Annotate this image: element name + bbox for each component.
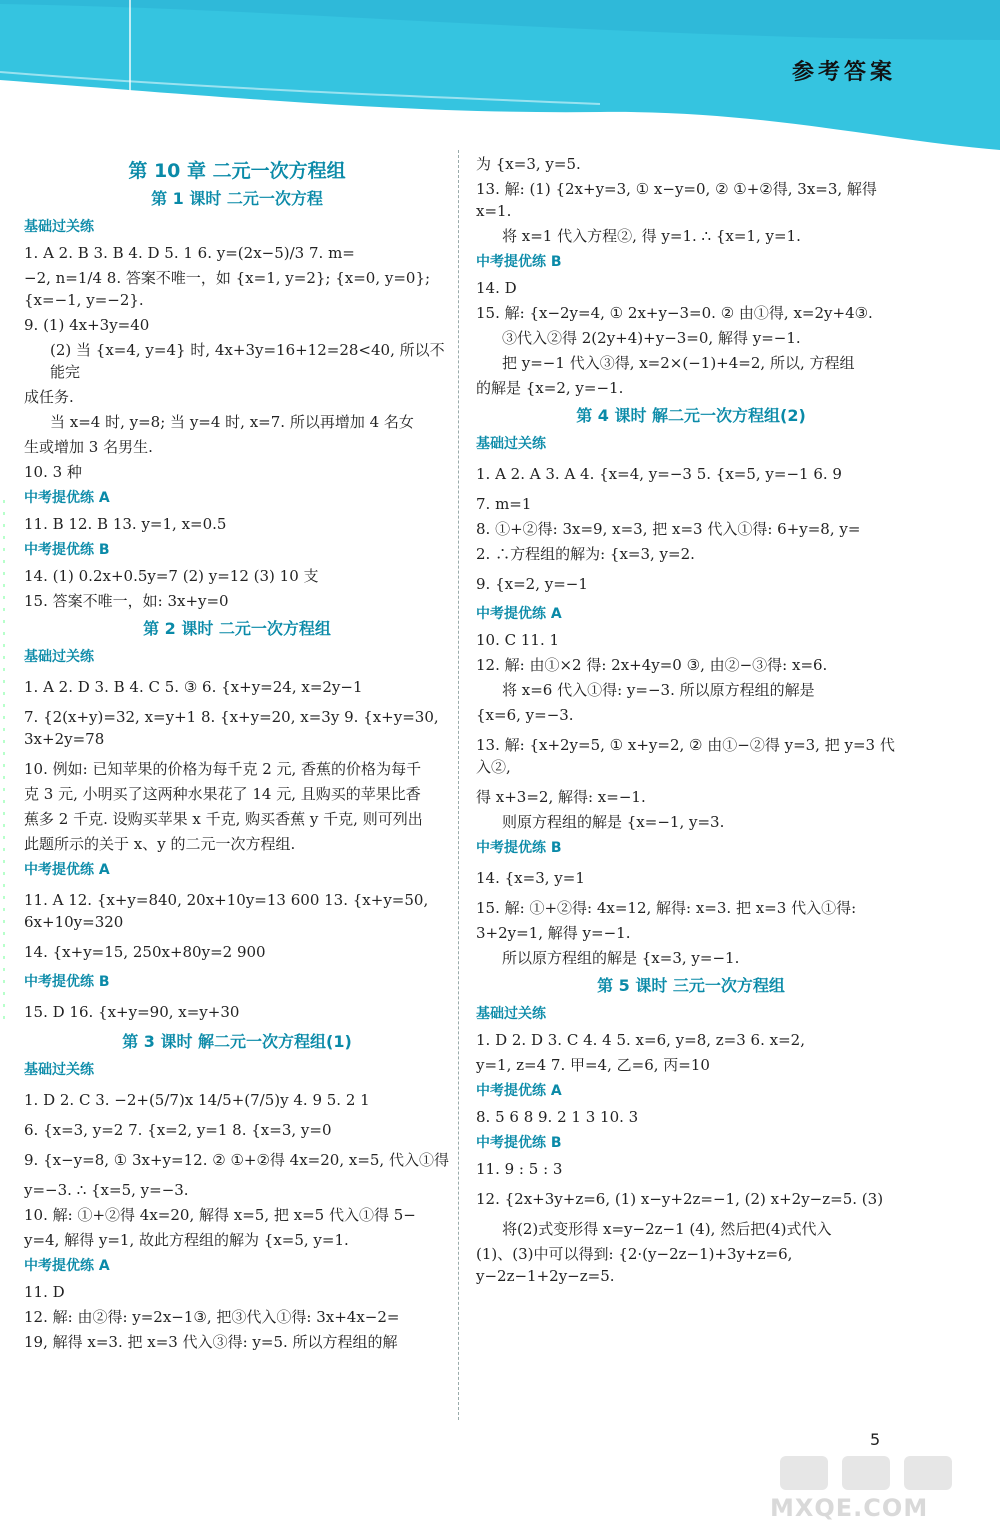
answer-line: 19, 解得 x=3. 把 x=3 代入③得: y=5. 所以方程组的解 <box>24 1333 398 1351</box>
answer-line: 9. (1) 4x+3y=40 <box>24 316 150 334</box>
answer-line: 1. D 2. C 3. −2+(5/7)x 14/5+(7/5)y 4. 9 5. 2 1 <box>24 1091 370 1109</box>
answer-line: 12. {2x+3y+z=6, (1) x−y+2z=−1, (2) x+2y−z=5. (3) <box>476 1190 884 1208</box>
answer-line: y=−3. ∴ {x=5, y=−3. <box>24 1181 189 1199</box>
section-title: 第 5 课时 三元一次方程组 <box>597 976 785 995</box>
exercise-group-label: 基础过关练 <box>24 219 94 235</box>
answer-line: 14. {x+y=15, 250x+80y=2 900 <box>24 943 266 961</box>
answer-line: ③代入②得 2(2y+4)+y−3=0, 解得 y=−1. <box>502 329 801 347</box>
answer-line: 10. C 11. 1 <box>476 631 560 649</box>
answer-line: −2, n=1/4 8. 答案不唯一，如 {x=1, y=2}; {x=0, y=0}; {x=−1, y=−2}. <box>24 269 431 309</box>
exercise-group-label: 中考提优练 B <box>476 1135 562 1151</box>
answer-line: (2) 当 {x=4, y=4} 时, 4x+3y=16+12=28<40, 所以不能完 <box>50 341 445 381</box>
watermark <box>770 1450 980 1520</box>
answer-line: 6. {x=3, y=2 7. {x=2, y=1 8. {x=3, y=0 <box>24 1121 332 1139</box>
answer-line: 9. {x=2, y=−1 <box>476 575 588 593</box>
answer-line: 11. B 12. B 13. y=1, x=0.5 <box>24 515 227 533</box>
left-column <box>24 150 450 1356</box>
answer-line: 将(2)式变形得 x=y−2z−1 (4), 然后把(4)式代入 <box>502 1220 832 1238</box>
exercise-group-label: 中考提优练 B <box>24 542 110 558</box>
answer-line: 1. A 2. A 3. A 4. {x=4, y=−3 5. {x=5, y=−1 6. 9 <box>476 465 842 483</box>
column-divider <box>458 150 459 1420</box>
exercise-group-label: 中考提优练 B <box>476 254 562 270</box>
answer-line: (1)、(3)中可以得到: {2·(y−2z−1)+3y+z=6, y−2z−1+2y−z=5. <box>476 1245 793 1285</box>
exercise-group-label: 中考提优练 A <box>24 490 110 506</box>
answer-line: 13. 解: {x+2y=5, ① x+y=2, ② 由①−②得 y=3, 把 y=3 代入②, <box>476 736 895 776</box>
answer-line: {x=6, y=−3. <box>476 706 574 724</box>
answer-line: 此题所示的关于 x、y 的二元一次方程组. <box>24 835 296 853</box>
answer-line: 当 x=4 时, y=8; 当 y=4 时, x=7. 所以再增加 4 名女 <box>50 413 414 431</box>
section-title: 第 3 课时 解二元一次方程组(1) <box>122 1032 352 1051</box>
header-banner <box>0 0 1000 150</box>
exercise-group-label: 中考提优练 A <box>476 606 562 622</box>
answer-line: 1. A 2. B 3. B 4. D 5. 1 6. y=(2x−5)/3 7. m= <box>24 244 355 262</box>
answer-line: 14. (1) 0.2x+0.5y=7 (2) y=12 (3) 10 支 <box>24 567 319 585</box>
watermark-text: MXQE.COM <box>770 1494 929 1522</box>
answer-line: 得 x+3=2, 解得: x=−1. <box>476 788 646 806</box>
exercise-group-label: 基础过关练 <box>476 436 546 452</box>
answer-line: 8. 5 6 8 9. 2 1 3 10. 3 <box>476 1108 639 1126</box>
right-column <box>476 150 906 1290</box>
section-title: 第 2 课时 二元一次方程组 <box>143 619 331 638</box>
exercise-group-label: 中考提优练 B <box>24 974 110 990</box>
binding-margin-marks <box>0 500 8 1020</box>
answer-line: 7. m=1 <box>476 495 532 513</box>
answer-line: 成任务. <box>24 388 74 406</box>
answer-line: 10. 例如: 已知苹果的价格为每千克 2 元, 香蕉的价格为每千 <box>24 760 422 778</box>
exercise-group-label: 基础过关练 <box>24 1062 94 1078</box>
answer-line: 生或增加 3 名男生. <box>24 438 153 456</box>
answer-line: 则原方程组的解是 {x=−1, y=3. <box>502 813 725 831</box>
answer-line: 11. A 12. {x+y=840, 20x+10y=13 600 13. {x+y=50, 6x+10y=320 <box>24 891 429 931</box>
answer-line: 11. D <box>24 1283 65 1301</box>
answer-line: 15. D 16. {x+y=90, x=y+30 <box>24 1003 240 1021</box>
answer-line: 10. 3 种 <box>24 463 82 481</box>
answer-line: 12. 解: 由②得: y=2x−1③, 把③代入①得: 3x+4x−2= <box>24 1308 400 1326</box>
answer-line: 把 y=−1 代入③得, x=2×(−1)+4=2, 所以, 方程组 <box>502 354 855 372</box>
answer-line: 15. 解: ①+②得: 4x=12, 解得: x=3. 把 x=3 代入①得: <box>476 899 857 917</box>
answer-line: 15. 答案不唯一，如: 3x+y=0 <box>24 592 229 610</box>
exercise-group-label: 基础过关练 <box>24 649 94 665</box>
header-title: 参考答案 <box>791 60 896 85</box>
answer-line: y=4, 解得 y=1, 故此方程组的解为 {x=5, y=1. <box>24 1231 349 1249</box>
answer-line: 14. D <box>476 279 517 297</box>
answer-line: 1. A 2. D 3. B 4. C 5. ③ 6. {x+y=24, x=2y−1 <box>24 678 363 696</box>
exercise-group-label: 基础过关练 <box>476 1006 546 1022</box>
answer-line: 3+2y=1, 解得 y=−1. <box>476 924 631 942</box>
exercise-group-label: 中考提优练 A <box>24 862 110 878</box>
answer-line: 14. {x=3, y=1 <box>476 869 585 887</box>
chapter-title: 第 10 章 二元一次方程组 <box>128 160 346 182</box>
answer-line: 7. {2(x+y)=32, x=y+1 8. {x+y=20, x=3y 9. {x+y=30, 3x+2y=78 <box>24 708 439 748</box>
answer-line: 15. 解: {x−2y=4, ① 2x+y−3=0. ② 由①得, x=2y+4③. <box>476 304 873 322</box>
answer-line: 将 x=6 代入①得: y=−3. 所以原方程组的解是 <box>502 681 815 699</box>
answer-line: 11. 9 : 5 : 3 <box>476 1160 563 1178</box>
section-title: 第 4 课时 解二元一次方程组(2) <box>576 406 806 425</box>
exercise-group-label: 中考提优练 B <box>476 840 562 856</box>
answer-line: 的解是 {x=2, y=−1. <box>476 379 624 397</box>
answer-line: 蕉多 2 千克. 设购买苹果 x 千克, 购买香蕉 y 千克, 则可列出 <box>24 810 423 828</box>
watermark-logo <box>770 1450 980 1494</box>
answer-line: 12. 解: 由①×2 得: 2x+4y=0 ③, 由②−③得: x=6. <box>476 656 828 674</box>
answer-line: 8. ①+②得: 3x=9, x=3, 把 x=3 代入①得: 6+y=8, y= <box>476 520 861 538</box>
margin-dots <box>0 500 8 1020</box>
answer-line: 为 {x=3, y=5. <box>476 155 581 173</box>
answer-line: y=1, z=4 7. 甲=4, 乙=6, 丙=10 <box>476 1056 710 1074</box>
exercise-group-label: 中考提优练 A <box>24 1258 110 1274</box>
answer-line: 所以原方程组的解是 {x=3, y=−1. <box>502 949 740 967</box>
answer-line: 2. ∴方程组的解为: {x=3, y=2. <box>476 545 695 563</box>
answer-line: 克 3 元, 小明买了这两种水果花了 14 元, 且购买的苹果比香 <box>24 785 421 803</box>
answer-line: 1. D 2. D 3. C 4. 4 5. x=6, y=8, z=3 6. x=2, <box>476 1031 805 1049</box>
answer-line: 将 x=1 代入方程②, 得 y=1. ∴ {x=1, y=1. <box>502 227 801 245</box>
section-title: 第 1 课时 二元一次方程 <box>151 189 323 208</box>
page-number: 5 <box>870 1430 881 1449</box>
answer-line: 10. 解: ①+②得 4x=20, 解得 x=5, 把 x=5 代入①得 5− <box>24 1206 416 1224</box>
answer-line: 9. {x−y=8, ① 3x+y=12. ② ①+②得 4x=20, x=5, 代入①得 <box>24 1151 449 1169</box>
answer-line: 13. 解: (1) {2x+y=3, ① x−y=0, ② ①+②得, 3x=3, 解得 x=1. <box>476 180 877 220</box>
exercise-group-label: 中考提优练 A <box>476 1083 562 1099</box>
